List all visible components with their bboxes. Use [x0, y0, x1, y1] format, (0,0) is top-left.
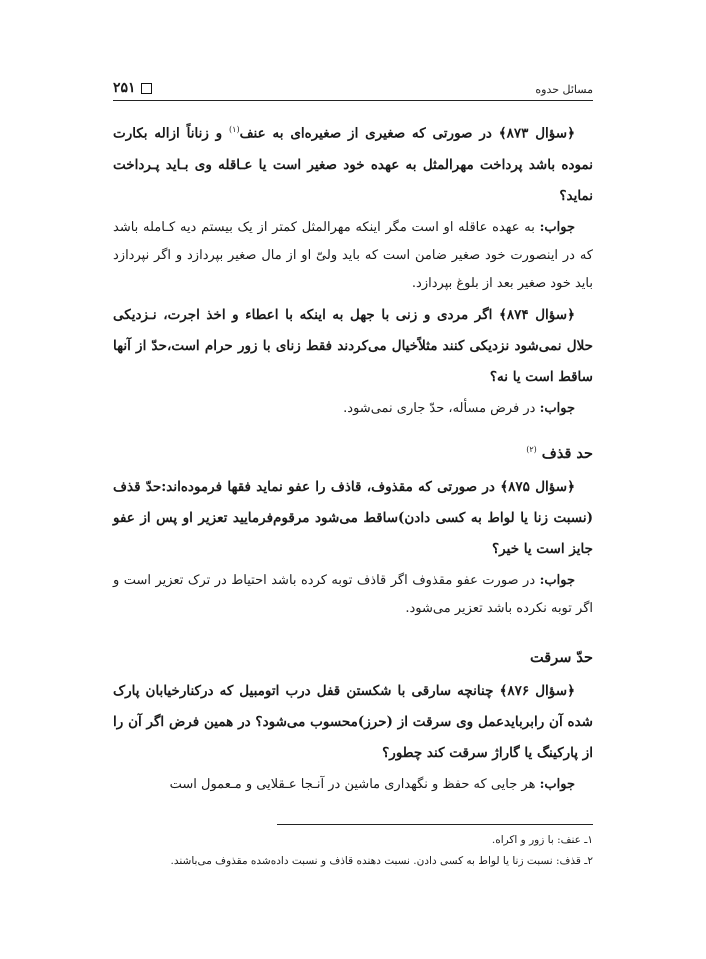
- answer-876: [113, 771, 593, 799]
- section-heading-qadhf: [113, 445, 593, 462]
- question-text: در صورتی که صغیری از صغیره‌ای به عنف: [239, 125, 499, 142]
- main-content: [113, 114, 593, 801]
- question-876: [113, 676, 593, 769]
- footnotes: [113, 830, 593, 872]
- running-title: مسائل حدوه: [535, 83, 593, 96]
- footnote-2: ۲ـ قذف: نسبت زنا یا لواط به کسی دادن. نسبت دهنده قاذف و نسبت داده‌شده مقذوف می‌باشند.: [170, 855, 593, 867]
- answer-text: هر جایی که حفظ و نگهداری ماشین در آنـجا عـقلایی و مـعمول است: [169, 776, 540, 792]
- answer-text: در فرض مسأله، حدّ جاری نمی‌شود.: [343, 400, 540, 416]
- question-873: [113, 114, 593, 212]
- question-label: ﴿سؤال ۸۷۳﴾: [498, 125, 575, 142]
- answer-label: جواب:: [539, 572, 575, 588]
- section-heading-sariqat: [113, 649, 593, 666]
- answer-label: جواب:: [539, 400, 575, 416]
- answer-label: جواب:: [539, 219, 575, 235]
- question-label: ﴿سؤال ۸۷۶﴾: [499, 682, 575, 699]
- page-number: [113, 80, 152, 96]
- answer-text: به عهده عاقله او است مگر اینکه مهرالمثل کمتر از یک بیستم دیه کـامله باشد که در اینصورت خود صغیر ضامن است که باید ولیّ او از مال صغیر بپردازد و اگر نپردازد باید خود صغیر بعد از بلوغ بپردازد.: [113, 219, 593, 291]
- question-874: [113, 300, 593, 393]
- answer-label: جواب:: [539, 776, 575, 792]
- answer-text: در صورت عفو مقذوف اگر قاذف توبه کرده باشد احتیاط در ترک تعزیر است و اگر توبه نکرده باشد تعزیر می‌شود.: [113, 572, 593, 616]
- footnote-ref: (۲): [526, 444, 537, 454]
- question-label: ﴿سؤال ۸۷۵﴾: [500, 478, 575, 495]
- header-rule: [113, 100, 593, 101]
- question-875: [113, 472, 593, 565]
- book-page: [113, 0, 593, 959]
- section-title: حدّ سرقت: [530, 648, 593, 666]
- question-text-cont: و زناناً ازاله بکارت نموده باشد پرداخت مهرالمثل به عهده خود صغیر است یا عـاقله وی بـاید پـرداخت نماید؟: [113, 125, 593, 204]
- page-number-text: ۲۵۱: [113, 80, 136, 96]
- footnote-rule: [277, 824, 593, 825]
- question-text: در صورتی که مقذوف، قاذف را عفو نماید فقها فرموده‌اند:حدّ قذف (نسبت زنا یا لواط به کسی دادن)ساقط می‌شود مرقوم‌فرمایید تعزیر او پس از عفو جایز است یا خیر؟: [113, 478, 593, 557]
- question-text: چنانچه سارقی با شکستن قفل درب اتومبیل که درکنارخیابان پارک شده آن رابربایدعمل وی سرقت از (حرز)محسوب می‌شود؟ در همین فرض اگر آن را از پارکینگ یا گاراژ سرقت کند چطور؟: [113, 682, 593, 761]
- question-text: اگر مردی و زنی با جهل به اینکه با اعطاء و اخذ اجرت، نـزدیکی حلال نمی‌شود نزدیکی کنند مثلاًخیال می‌کردند فقط زنای با زور حرام است،حدّ از آنها ساقط است یا نه؟: [113, 306, 593, 385]
- answer-873: [113, 214, 593, 298]
- footnote-1: ۱ـ عنف: با زور و اکراه.: [491, 834, 593, 846]
- question-label: ﴿سؤال ۸۷۴﴾: [498, 306, 575, 323]
- answer-875: [113, 567, 593, 623]
- section-title: حد قذف: [541, 444, 593, 462]
- footnote-ref: (۱): [229, 125, 240, 134]
- page-header: [113, 74, 593, 96]
- answer-874: [113, 395, 593, 423]
- square-ornament-icon: [141, 83, 152, 94]
